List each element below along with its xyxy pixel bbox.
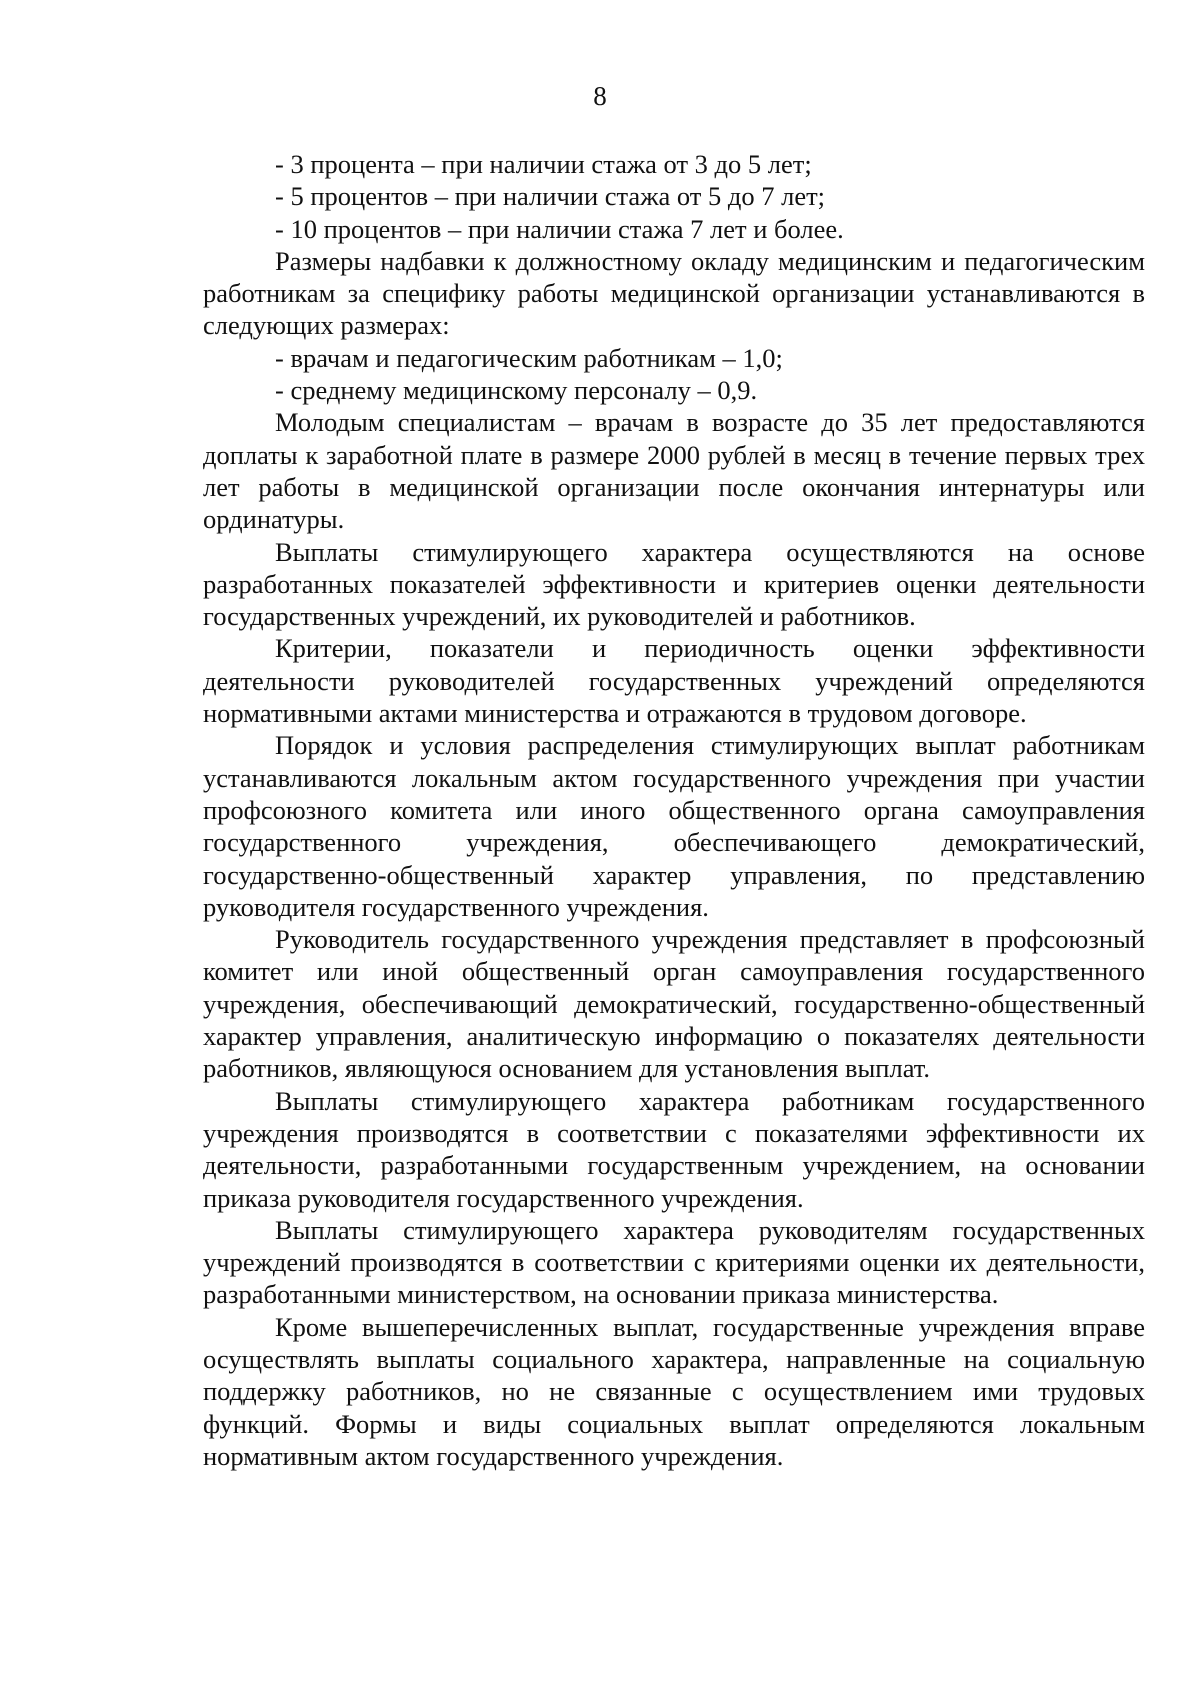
document-body: [203, 148, 1145, 1472]
page-number: 8: [593, 81, 607, 111]
paragraph-head-incentives: Выплаты стимулирующего характера руководителям государственных учреждений производятся в соответствии с критериями оценки их деятельности, разработанными министерством, на основании приказа министерства.: [203, 1214, 1145, 1310]
list-item-doctors-coefficient: - врачам и педагогическим работникам – 1,0;: [275, 342, 783, 373]
paragraph-evaluation-criteria: Критерии, показатели и периодичность оценки эффективности деятельности руководителей государственных учреждений определяются нормативными актами министерства и отражаются в трудовом договоре.: [203, 633, 1145, 729]
paragraph-employee-incentives: Выплаты стимулирующего характера работникам государственного учреждения производятся в соответствии с показателями эффективности их деятельности, разработанными государственным учреждением, на основании приказа руководителя государственного учреждения.: [203, 1085, 1145, 1213]
list-item-nursing-coefficient: - среднему медицинскому персоналу – 0,9.: [275, 375, 758, 406]
list-item-seniority-3-percent: - 3 процента – при наличии стажа от 3 до 5 лет;: [275, 149, 812, 179]
paragraph-head-reporting: Руководитель государственного учреждения представляет в профсоюзный комитет или иной общественный орган самоуправления государственного учреждения, обеспечивающий демократический, государственно-общественный характер управления, аналитическую информацию о показателях деятельности работников, являющуюся основанием для установления выплат.: [203, 924, 1145, 1084]
paragraph-allowance-sizes: Размеры надбавки к должностному окладу медицинским и педагогическим работникам за специфику работы медицинской организации устанавливаются в следующих размерах:: [203, 245, 1145, 341]
paragraph-young-specialists: Молодым специалистам – врачам в возрасте до 35 лет предоставляются доплаты к заработной плате в размере 2000 рублей в месяц в течение первых трех лет работы в медицинской организации после окончания интернатуры или ординатуры.: [203, 407, 1145, 535]
list-item-seniority-5-percent: - 5 процентов – при наличии стажа от 5 до 7 лет;: [275, 181, 826, 212]
paragraph-distribution-procedure: Порядок и условия распределения стимулирующих выплат работникам устанавливаются локальным актом государственного учреждения при участии профсоюзного комитета или иного общественного органа самоуправления государственного учреждения, обеспечивающего демократический, государственно-общественный характер управления, по представлению руководителя государственного учреждения.: [203, 730, 1145, 922]
paragraph-incentive-payments-basis: Выплаты стимулирующего характера осуществляются на основе разработанных показателей эффективности и критериев оценки деятельности государственных учреждений, их руководителей и работников.: [203, 536, 1145, 632]
paragraph-social-payments: Кроме вышеперечисленных выплат, государственные учреждения вправе осуществлять выплаты социального характера, направленные на социальную поддержку работников, но не связанные с осуществлением ими трудовых функций. Формы и виды социальных выплат определяются локальным нормативным актом государственного учреждения.: [203, 1311, 1145, 1471]
list-item-seniority-10-percent: - 10 процентов – при наличии стажа 7 лет и более.: [275, 213, 844, 244]
